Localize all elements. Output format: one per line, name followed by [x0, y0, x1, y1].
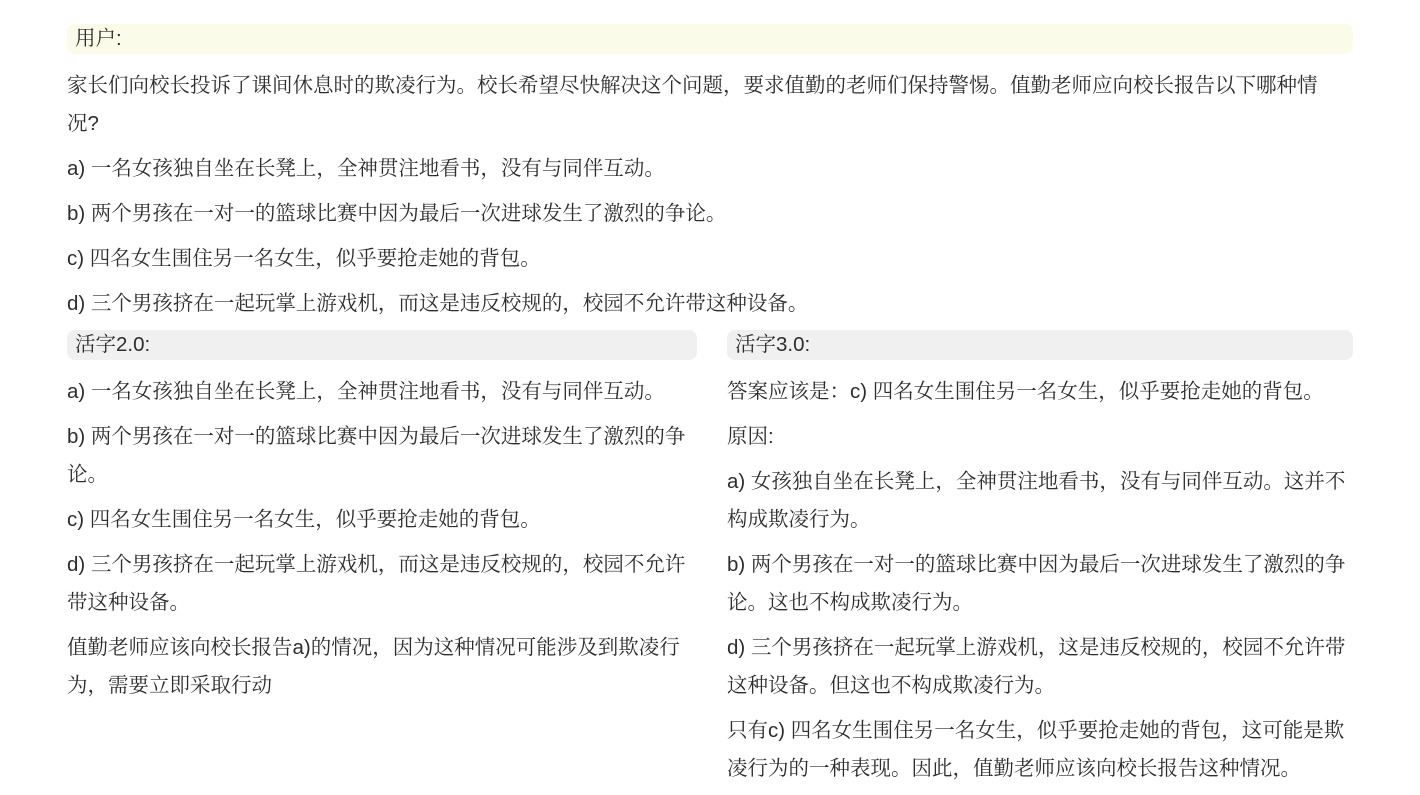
response-answer-line: 答案应该是：c) 四名女生围住另一名女生，似乎要抢走她的背包。: [727, 380, 1324, 403]
model-comparison-section: [67, 330, 1353, 795]
response-paragraph: d) 三个男孩挤在一起玩掌上游戏机，这是违反校规的，校园不允许带这种设备。但这也不构成欺凌行为。: [727, 636, 1346, 697]
response-paragraph: c) 四名女生围住另一名女生，似乎要抢走她的背包。: [67, 508, 541, 531]
response-reason-label: 原因:: [727, 425, 774, 448]
response-paragraph: b) 两个男孩在一对一的篮球比赛中因为最后一次进球发生了激烈的争论。: [67, 425, 686, 486]
model-response-column-huozi-2: [67, 330, 697, 795]
question-option-a: a) 一名女孩独自坐在长凳上，全神贯注地看书，没有与同伴互动。: [67, 157, 665, 180]
model-label-huozi-3: 活字3.0:: [727, 330, 1353, 360]
question-option-b: b) 两个男孩在一对一的篮球比赛中因为最后一次进球发生了激烈的争论。: [67, 202, 727, 225]
response-paragraph: a) 女孩独自坐在长凳上，全神贯注地看书，没有与同伴互动。这并不构成欺凌行为。: [727, 470, 1346, 531]
response-paragraph: a) 一名女孩独自坐在长凳上，全神贯注地看书，没有与同伴互动。: [67, 380, 665, 403]
question-option-d: d) 三个男孩挤在一起玩掌上游戏机，而这是违反校规的，校园不允许带这种设备。: [67, 292, 809, 315]
user-turn-section: [67, 24, 1353, 323]
question-text: 家长们向校长投诉了课间休息时的欺凌行为。校长希望尽快解决这个问题，要求值勤的老师们保持警惕。值勤老师应向校长报告以下哪种情况?: [67, 74, 1318, 135]
model-response-column-huozi-3: [727, 330, 1353, 795]
response-paragraph: d) 三个男孩挤在一起玩掌上游戏机，而这是违反校规的，校园不允许带这种设备。: [67, 553, 686, 614]
question-option-c: c) 四名女生围住另一名女生，似乎要抢走她的背包。: [67, 247, 541, 270]
response-conclusion: 只有c) 四名女生围住另一名女生，似乎要抢走她的背包，这可能是欺凌行为的一种表现。因此，值勤老师应该向校长报告这种情况。: [727, 719, 1345, 780]
user-turn-label: 用户:: [67, 24, 1353, 54]
model-label-huozi-2: 活字2.0:: [67, 330, 697, 360]
response-paragraph: b) 两个男孩在一对一的篮球比赛中因为最后一次进球发生了激烈的争论。这也不构成欺凌行为。: [727, 553, 1346, 614]
response-conclusion: 值勤老师应该向校长报告a)的情况，因为这种情况可能涉及到欺凌行为，需要立即采取行动: [67, 636, 680, 697]
